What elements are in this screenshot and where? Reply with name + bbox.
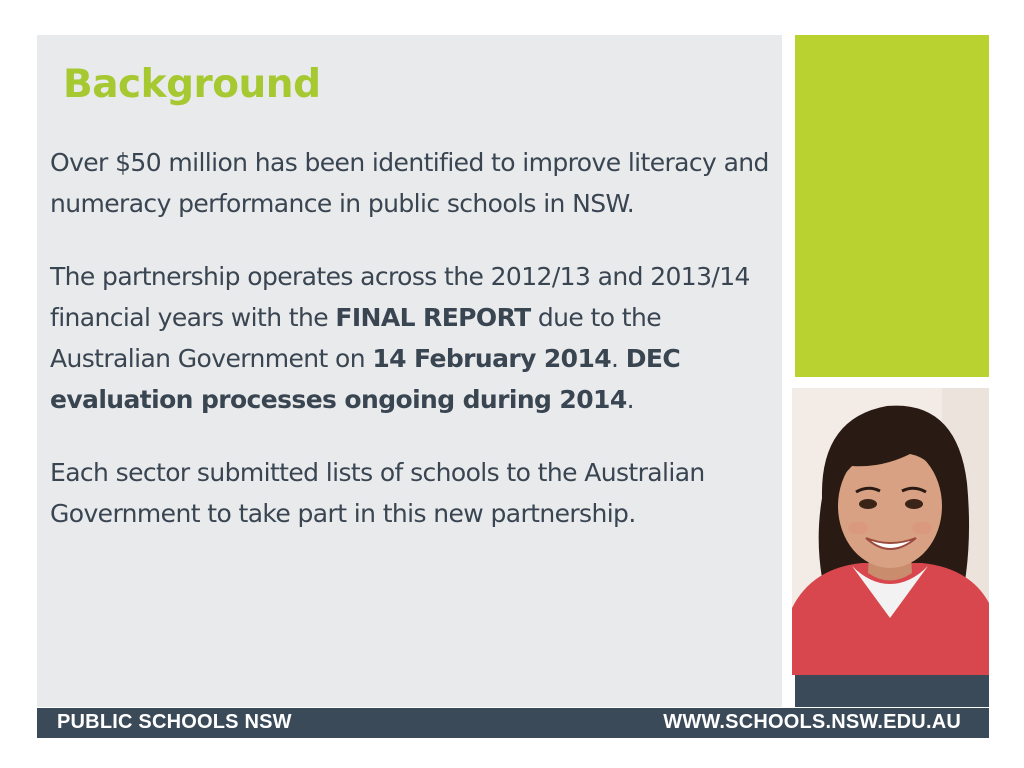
footer-bar (37, 708, 989, 738)
dark-accent-block (795, 675, 989, 707)
footer-website: WWW.SCHOOLS.NSW.EDU.AU (663, 711, 961, 733)
evaluation-note: DEC evaluation processes ongoing during 2014 (50, 344, 681, 414)
slide-body (50, 142, 770, 566)
slide-title: Background (63, 62, 321, 107)
report-due-date: 14 February 2014 (372, 344, 612, 373)
final-report-label: FINAL REPORT (335, 303, 531, 332)
footer-org-name: PUBLIC SCHOOLS NSW (57, 711, 292, 733)
paragraph-partnership: The partnership operates across the 2012/13 and 2013/14 financial years with the FINAL REPORT due to the Australian Government on 14 February 2014. DEC evaluation processes ongoing during 2014. (50, 262, 750, 414)
paragraph-sectors: Each sector submitted lists of schools to the Australian Government to take part in this new partnership. (50, 458, 705, 528)
smiling-girl-photo (792, 388, 989, 675)
paragraph-funding: Over $50 million has been identified to improve literacy and numeracy performance in public schools in NSW. (50, 148, 769, 218)
green-accent-block (795, 35, 989, 377)
